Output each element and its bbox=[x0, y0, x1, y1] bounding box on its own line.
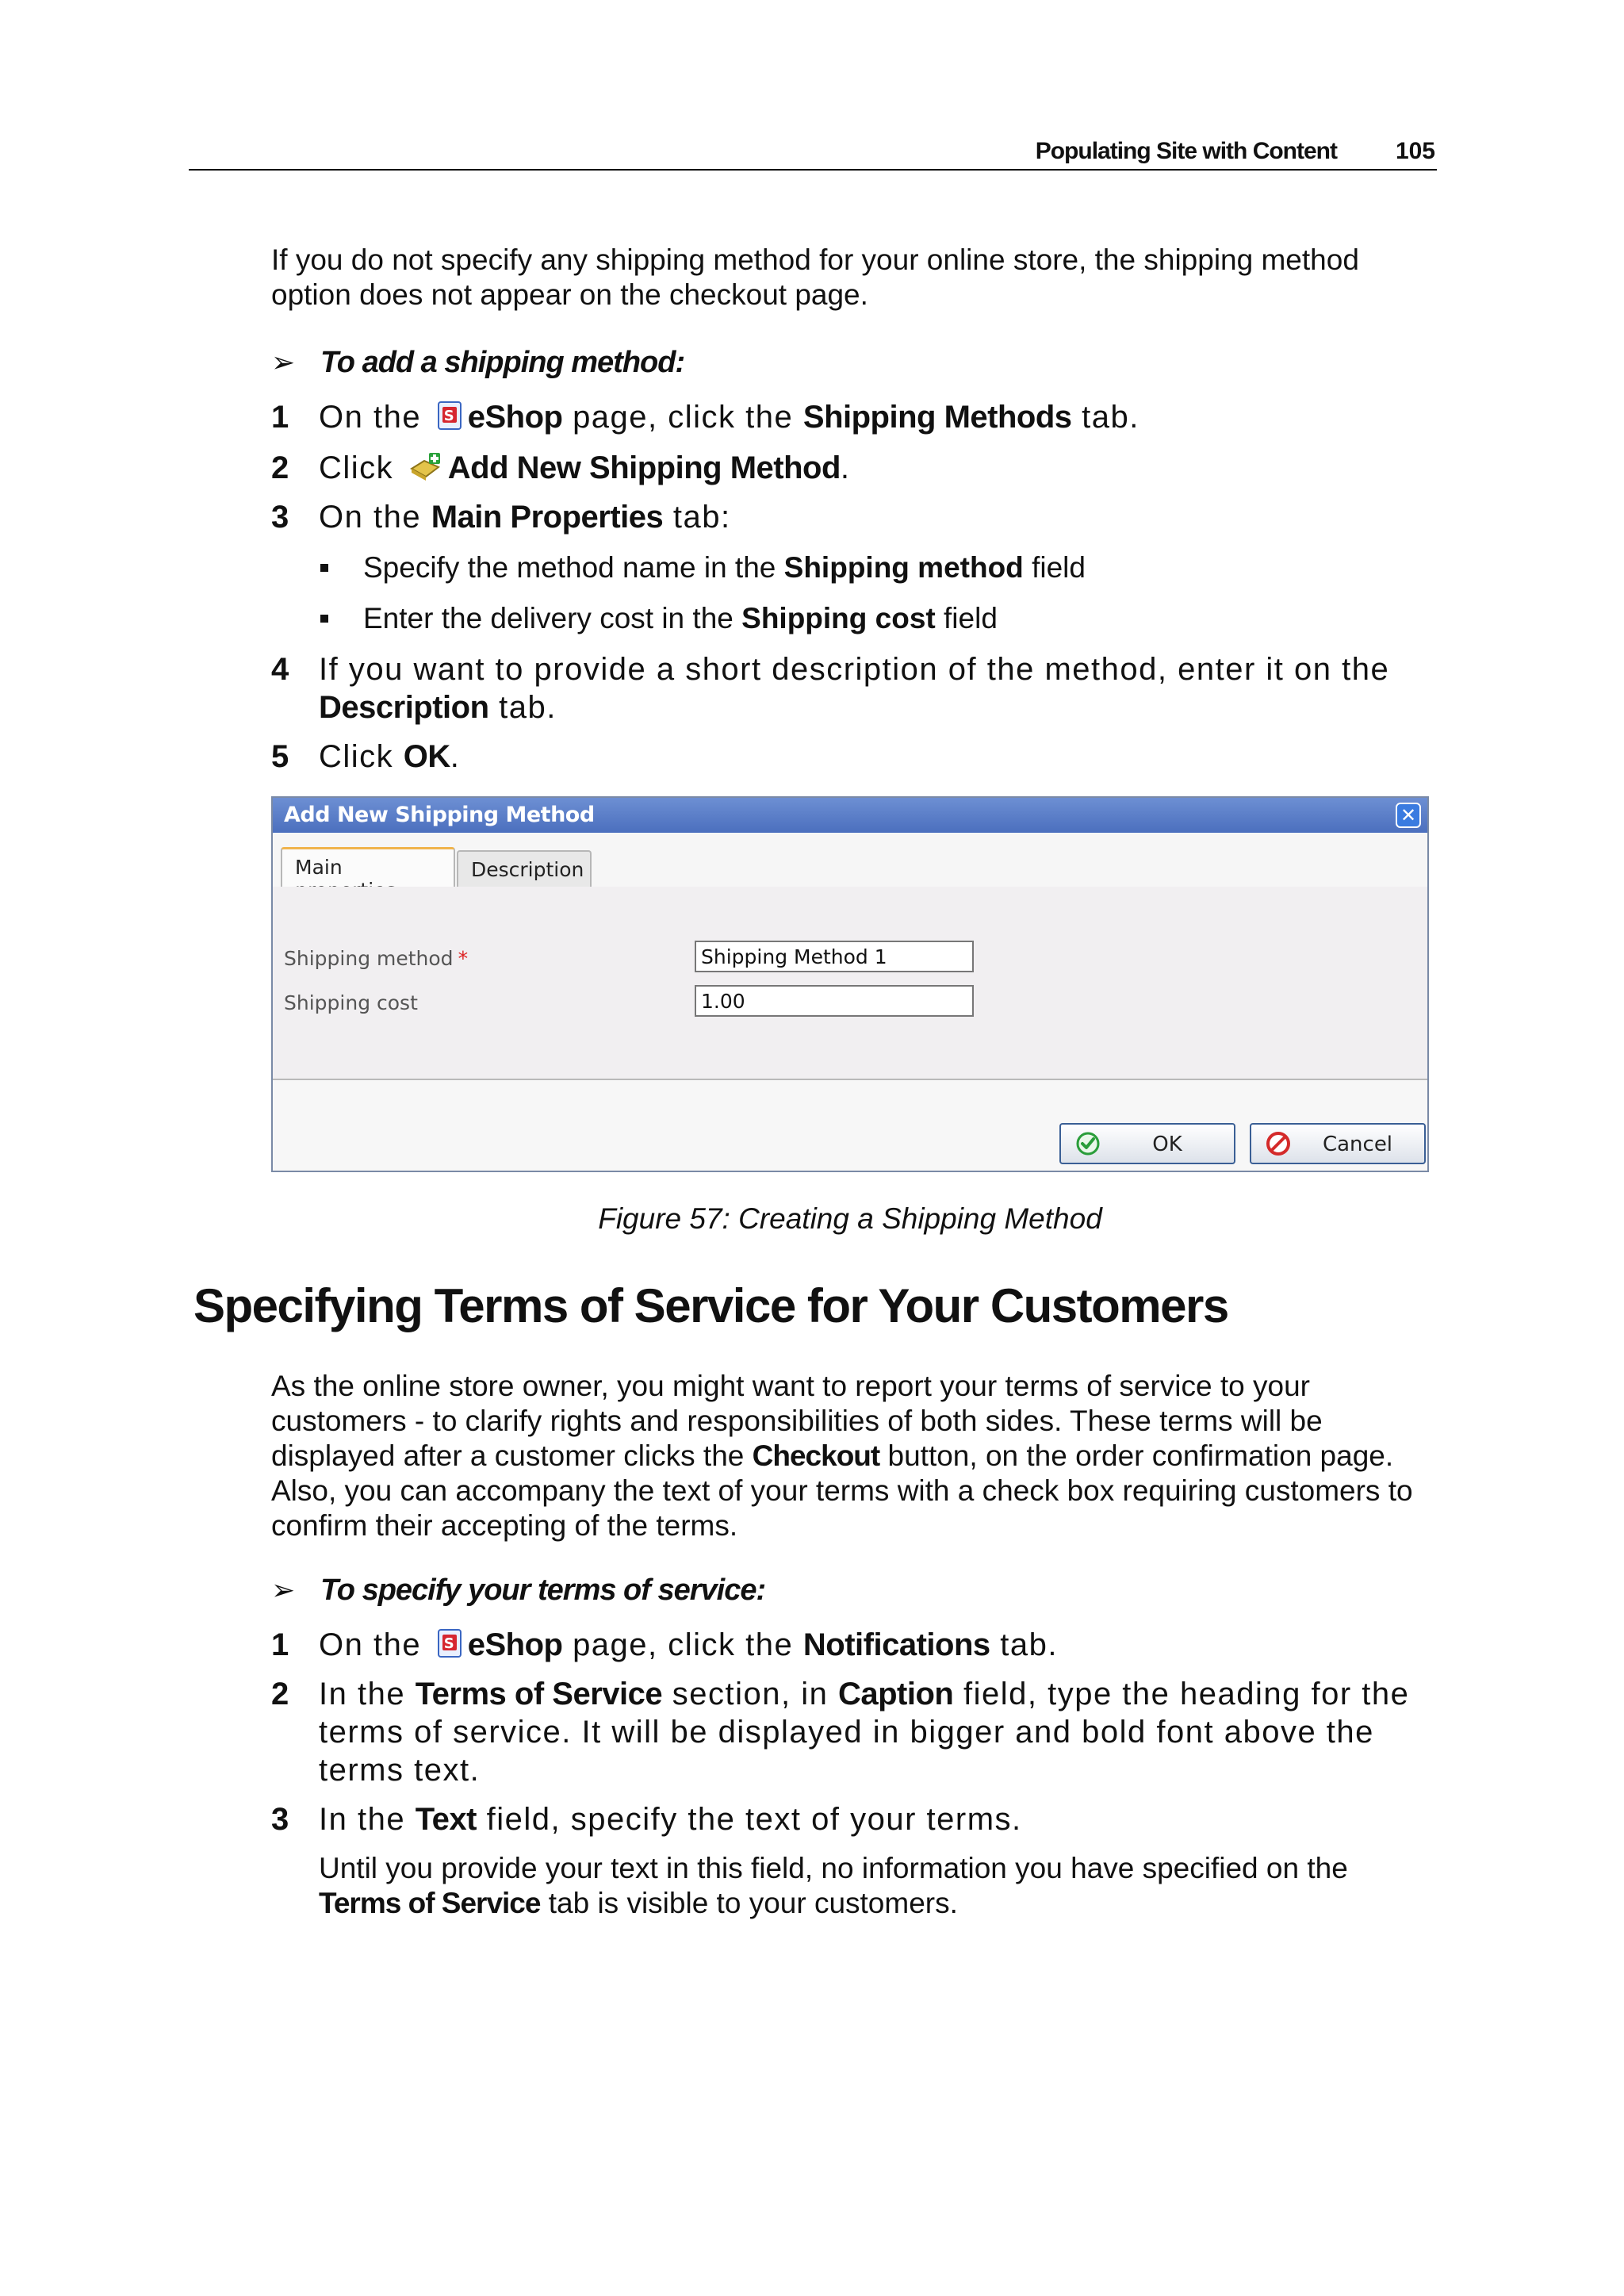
shipping-cost-label: Shipping cost bbox=[284, 991, 418, 1014]
step-text: In the bbox=[319, 1677, 406, 1711]
arrow-bullet-icon: ➢ bbox=[271, 347, 295, 379]
shipping-cost-input[interactable]: 1.00 bbox=[695, 985, 974, 1017]
running-header-section: Populating Site with Content bbox=[1035, 138, 1337, 164]
section-heading: Specifying Terms of Service for Your Customers bbox=[193, 1279, 1228, 1332]
shipping-methods-label: Shipping Methods bbox=[802, 400, 1072, 435]
bullet-shipping-cost bbox=[320, 601, 998, 636]
eshop-icon bbox=[436, 1628, 463, 1660]
procedure-title-text: To add a shipping method: bbox=[320, 346, 685, 379]
checkout-label: Checkout bbox=[752, 1439, 880, 1472]
step-text: tab: bbox=[672, 500, 731, 535]
main-properties-label: Main Properties bbox=[431, 500, 664, 535]
bullet-text: Enter the delivery cost in the bbox=[363, 602, 733, 634]
step-2 bbox=[271, 449, 1429, 487]
shipping-method-label-text: Shipping method bbox=[284, 947, 454, 970]
step-text: tab. bbox=[1000, 1627, 1058, 1662]
paragraph-text: button, on the order confirmation page. Also, you can accompany the text of your terms with a check box requiring customers to confirm their accepting of the terms. bbox=[271, 1439, 1413, 1542]
step-text: tab. bbox=[499, 690, 557, 725]
close-icon[interactable]: ✕ bbox=[1396, 803, 1421, 828]
procedure-title-terms bbox=[271, 1573, 765, 1608]
step-number: 2 bbox=[271, 450, 289, 485]
dialog-title: Add New Shipping Method bbox=[284, 803, 595, 827]
prohibited-icon bbox=[1266, 1131, 1291, 1156]
procedure-title-text: To specify your terms of service: bbox=[320, 1573, 766, 1607]
shipping-cost-field-label: Shipping cost bbox=[741, 602, 936, 634]
add-shipping-method-icon bbox=[408, 451, 443, 483]
ok-button[interactable] bbox=[1059, 1123, 1235, 1164]
step-text: . bbox=[450, 739, 461, 774]
terms-note bbox=[319, 1851, 1429, 1921]
square-bullet-icon bbox=[320, 615, 328, 623]
bullet-text: field bbox=[1032, 551, 1086, 584]
description-label: Description bbox=[319, 690, 489, 725]
note-text: Until you provide your text in this field, no information you have specified on the bbox=[319, 1852, 1348, 1884]
cancel-button-label: Cancel bbox=[1322, 1133, 1393, 1156]
step-1 bbox=[271, 398, 1429, 436]
note-text: tab is visible to your customers. bbox=[548, 1887, 958, 1919]
step-text: Click bbox=[319, 739, 394, 774]
svg-text:S: S bbox=[443, 1635, 455, 1652]
eshop-icon bbox=[436, 401, 463, 432]
terms-of-service-tab-label: Terms of Service bbox=[319, 1887, 541, 1919]
tab-description[interactable]: Description bbox=[457, 850, 592, 888]
eshop-label: eShop bbox=[467, 1627, 563, 1662]
dialog-footer-divider bbox=[273, 1079, 1427, 1080]
step-5 bbox=[271, 738, 1429, 776]
step-text: field, specify the text of your terms. bbox=[486, 1802, 1022, 1837]
step-text: tab. bbox=[1082, 400, 1139, 435]
step-number: 4 bbox=[271, 652, 289, 687]
cancel-button[interactable] bbox=[1250, 1123, 1426, 1164]
figure-caption: Figure 57: Creating a Shipping Method bbox=[598, 1202, 1102, 1235]
header-rule bbox=[189, 169, 1437, 171]
terms-step-1 bbox=[271, 1626, 1429, 1664]
step-number: 1 bbox=[271, 1627, 289, 1662]
step-text: . bbox=[840, 450, 851, 485]
step-text: On the bbox=[319, 500, 422, 535]
dialog-body bbox=[273, 887, 1427, 1082]
step-text: section, in bbox=[672, 1677, 829, 1711]
step-text: field, type the heading for the terms of service. It will be displayed in bigger and bold font above the terms text. bbox=[319, 1677, 1410, 1788]
step-number: 2 bbox=[271, 1677, 289, 1711]
terms-paragraph bbox=[271, 1369, 1421, 1543]
paragraph-text: As the online store owner, you might want to report your terms of service to your customers - to clarify rights and responsibilities of both sides. These terms will be displayed after a customer clicks the bbox=[271, 1370, 1323, 1472]
step-text: On the bbox=[319, 1627, 422, 1662]
step-text: Click bbox=[319, 450, 394, 485]
add-new-shipping-method-label: Add New Shipping Method bbox=[447, 450, 841, 485]
arrow-bullet-icon: ➢ bbox=[271, 1574, 295, 1607]
step-text: page, click the bbox=[573, 1627, 794, 1662]
step-number: 3 bbox=[271, 500, 289, 535]
notifications-label: Notifications bbox=[802, 1627, 990, 1662]
step-4 bbox=[271, 650, 1397, 726]
eshop-label: eShop bbox=[467, 400, 563, 435]
ok-button-label: OK bbox=[1152, 1133, 1182, 1156]
ok-label: OK bbox=[403, 739, 450, 774]
shipping-method-input[interactable]: Shipping Method 1 bbox=[695, 941, 974, 972]
tab-main-properties[interactable]: Main bbox=[281, 847, 455, 888]
intro-paragraph: If you do not specify any shipping method for your online store, the shipping method option does not appear on the checkout page. bbox=[271, 243, 1359, 311]
step-3 bbox=[271, 498, 1429, 536]
add-shipping-method-dialog bbox=[271, 796, 1429, 1172]
bullet-text: Specify the method name in the bbox=[363, 551, 776, 584]
procedure-title-add-shipping bbox=[271, 346, 684, 380]
page-number: 105 bbox=[1395, 138, 1435, 164]
step-text: On the bbox=[319, 400, 422, 435]
step-number: 1 bbox=[271, 400, 289, 435]
caption-label: Caption bbox=[837, 1677, 954, 1711]
terms-of-service-label: Terms of Service bbox=[415, 1677, 663, 1711]
text-field-label: Text bbox=[415, 1802, 477, 1837]
step-text: In the bbox=[319, 1802, 406, 1837]
step-number: 5 bbox=[271, 739, 289, 774]
shipping-method-field-label: Shipping method bbox=[783, 551, 1024, 584]
step-number: 3 bbox=[271, 1802, 289, 1837]
required-marker: * bbox=[458, 947, 469, 970]
check-icon bbox=[1075, 1131, 1101, 1156]
bullet-text: field bbox=[944, 602, 998, 634]
step-text: If you want to provide a short description of the method, enter it on the bbox=[319, 652, 1390, 687]
svg-text:S: S bbox=[443, 408, 455, 424]
terms-step-3 bbox=[271, 1800, 1429, 1838]
shipping-method-label bbox=[284, 947, 468, 970]
terms-step-2 bbox=[271, 1675, 1429, 1789]
bullet-shipping-method bbox=[320, 550, 1086, 585]
square-bullet-icon bbox=[320, 564, 328, 572]
step-text: page, click the bbox=[573, 400, 794, 435]
